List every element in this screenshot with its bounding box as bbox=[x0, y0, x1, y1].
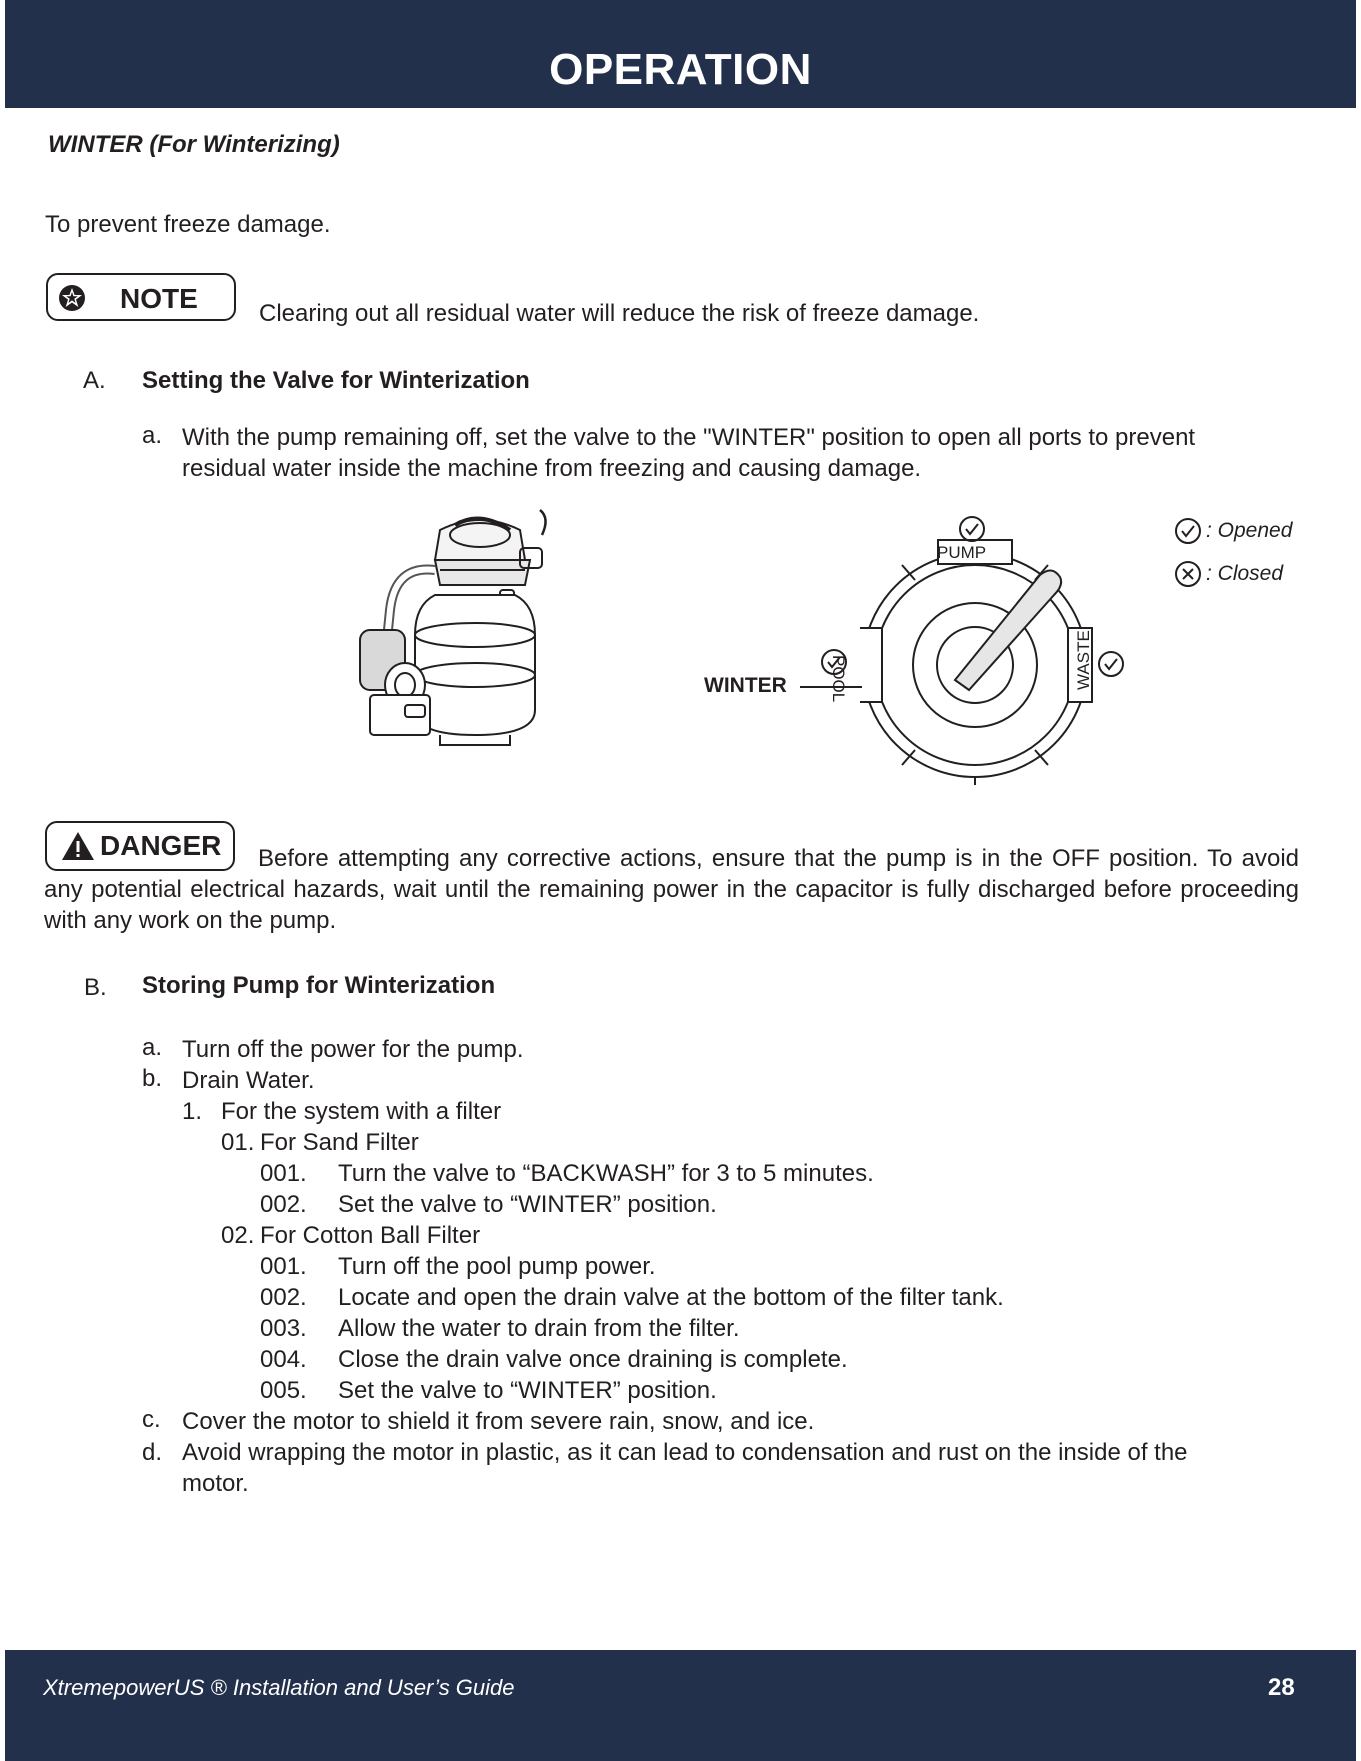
list-item: Set the valve to “WINTER” position. bbox=[338, 1377, 717, 1404]
list-marker: 002. bbox=[260, 1191, 307, 1218]
list-item: Allow the water to drain from the filter. bbox=[338, 1315, 740, 1342]
pump-open-icon bbox=[958, 515, 986, 543]
list-marker: c. bbox=[142, 1406, 161, 1433]
list-marker: b. bbox=[142, 1065, 163, 1092]
closed-cross-icon bbox=[1174, 560, 1202, 588]
step-a-item-line2: residual water inside the machine from freezing and causing damage. bbox=[182, 455, 922, 482]
list-marker: 002. bbox=[260, 1284, 307, 1311]
opened-check-icon bbox=[1174, 517, 1202, 545]
list-item: Set the valve to “WINTER” position. bbox=[338, 1191, 717, 1218]
step-a-item-marker: a. bbox=[142, 422, 163, 449]
list-marker: d. bbox=[142, 1439, 163, 1466]
list-marker: 001. bbox=[260, 1160, 307, 1187]
pump-port-label: PUMP bbox=[937, 543, 987, 562]
pump-filter-illustration bbox=[350, 500, 580, 750]
step-a-item-line1: With the pump remaining off, set the valve to the "WINTER" position to open all ports to prevent bbox=[182, 424, 1196, 451]
list-item-continuation: motor. bbox=[182, 1470, 249, 1497]
legend-opened-label: : Opened bbox=[1206, 519, 1293, 542]
step-b-marker: B. bbox=[84, 974, 107, 1001]
list-item: Cover the motor to shield it from severe rain, snow, and ice. bbox=[182, 1408, 815, 1435]
section-title: WINTER (For Winterizing) bbox=[48, 131, 340, 158]
list-marker: a. bbox=[142, 1034, 163, 1061]
list-item: Turn the valve to “BACKWASH” for 3 to 5 minutes. bbox=[338, 1160, 874, 1187]
list-item: For the system with a filter bbox=[221, 1098, 502, 1125]
footer-bar bbox=[5, 1650, 1356, 1761]
list-item: For Cotton Ball Filter bbox=[260, 1222, 481, 1249]
step-a-title: Setting the Valve for Winterization bbox=[142, 367, 530, 394]
list-marker: 005. bbox=[260, 1377, 307, 1404]
pool-open-icon bbox=[820, 648, 848, 676]
star-icon bbox=[58, 284, 86, 312]
section-intro: To prevent freeze damage. bbox=[45, 211, 331, 238]
winter-position-label: WINTER bbox=[704, 674, 787, 697]
note-badge bbox=[46, 273, 236, 321]
note-label: NOTE bbox=[120, 283, 198, 314]
step-b-title: Storing Pump for Winterization bbox=[142, 972, 496, 999]
list-marker: 02. bbox=[221, 1222, 255, 1249]
page-title: OPERATION bbox=[549, 45, 812, 94]
list-item: Drain Water. bbox=[182, 1067, 315, 1094]
list-item: Turn off the power for the pump. bbox=[182, 1036, 524, 1063]
list-item: Turn off the pool pump power. bbox=[338, 1253, 656, 1280]
waste-open-icon bbox=[1097, 650, 1125, 678]
danger-label: DANGER bbox=[100, 830, 222, 861]
winter-leader-line bbox=[800, 684, 862, 690]
list-marker: 004. bbox=[260, 1346, 307, 1373]
footer-guide-title: XtremepowerUS ® Installation and User’s Guide bbox=[43, 1675, 515, 1700]
step-a-marker: A. bbox=[83, 367, 106, 394]
page-number: 28 bbox=[1268, 1674, 1295, 1701]
list-marker: 003. bbox=[260, 1315, 307, 1342]
list-marker: 01. bbox=[221, 1129, 255, 1156]
note-text: Clearing out all residual water will reduce the risk of freeze damage. bbox=[259, 300, 980, 327]
list-marker: 001. bbox=[260, 1253, 307, 1280]
waste-port-label: WASTE bbox=[1074, 630, 1093, 690]
list-item: Close the drain valve once draining is complete. bbox=[338, 1346, 848, 1373]
list-item: For Sand Filter bbox=[260, 1129, 419, 1156]
list-item: Locate and open the drain valve at the bottom of the filter tank. bbox=[338, 1284, 1004, 1311]
pool-port-label: POOL bbox=[829, 655, 848, 703]
danger-text: Before attempting any corrective actions, ensure that the pump is in the OFF position. To avoid any potential electrical hazards, wait until the remaining power in the capacitor is fully discharged before proceeding with any work on the pump. bbox=[44, 845, 1299, 934]
list-item: Avoid wrapping the motor in plastic, as it can lead to condensation and rust on the inside of the bbox=[182, 1439, 1188, 1466]
list-marker: 1. bbox=[182, 1098, 203, 1125]
legend-closed-label: : Closed bbox=[1206, 562, 1284, 585]
